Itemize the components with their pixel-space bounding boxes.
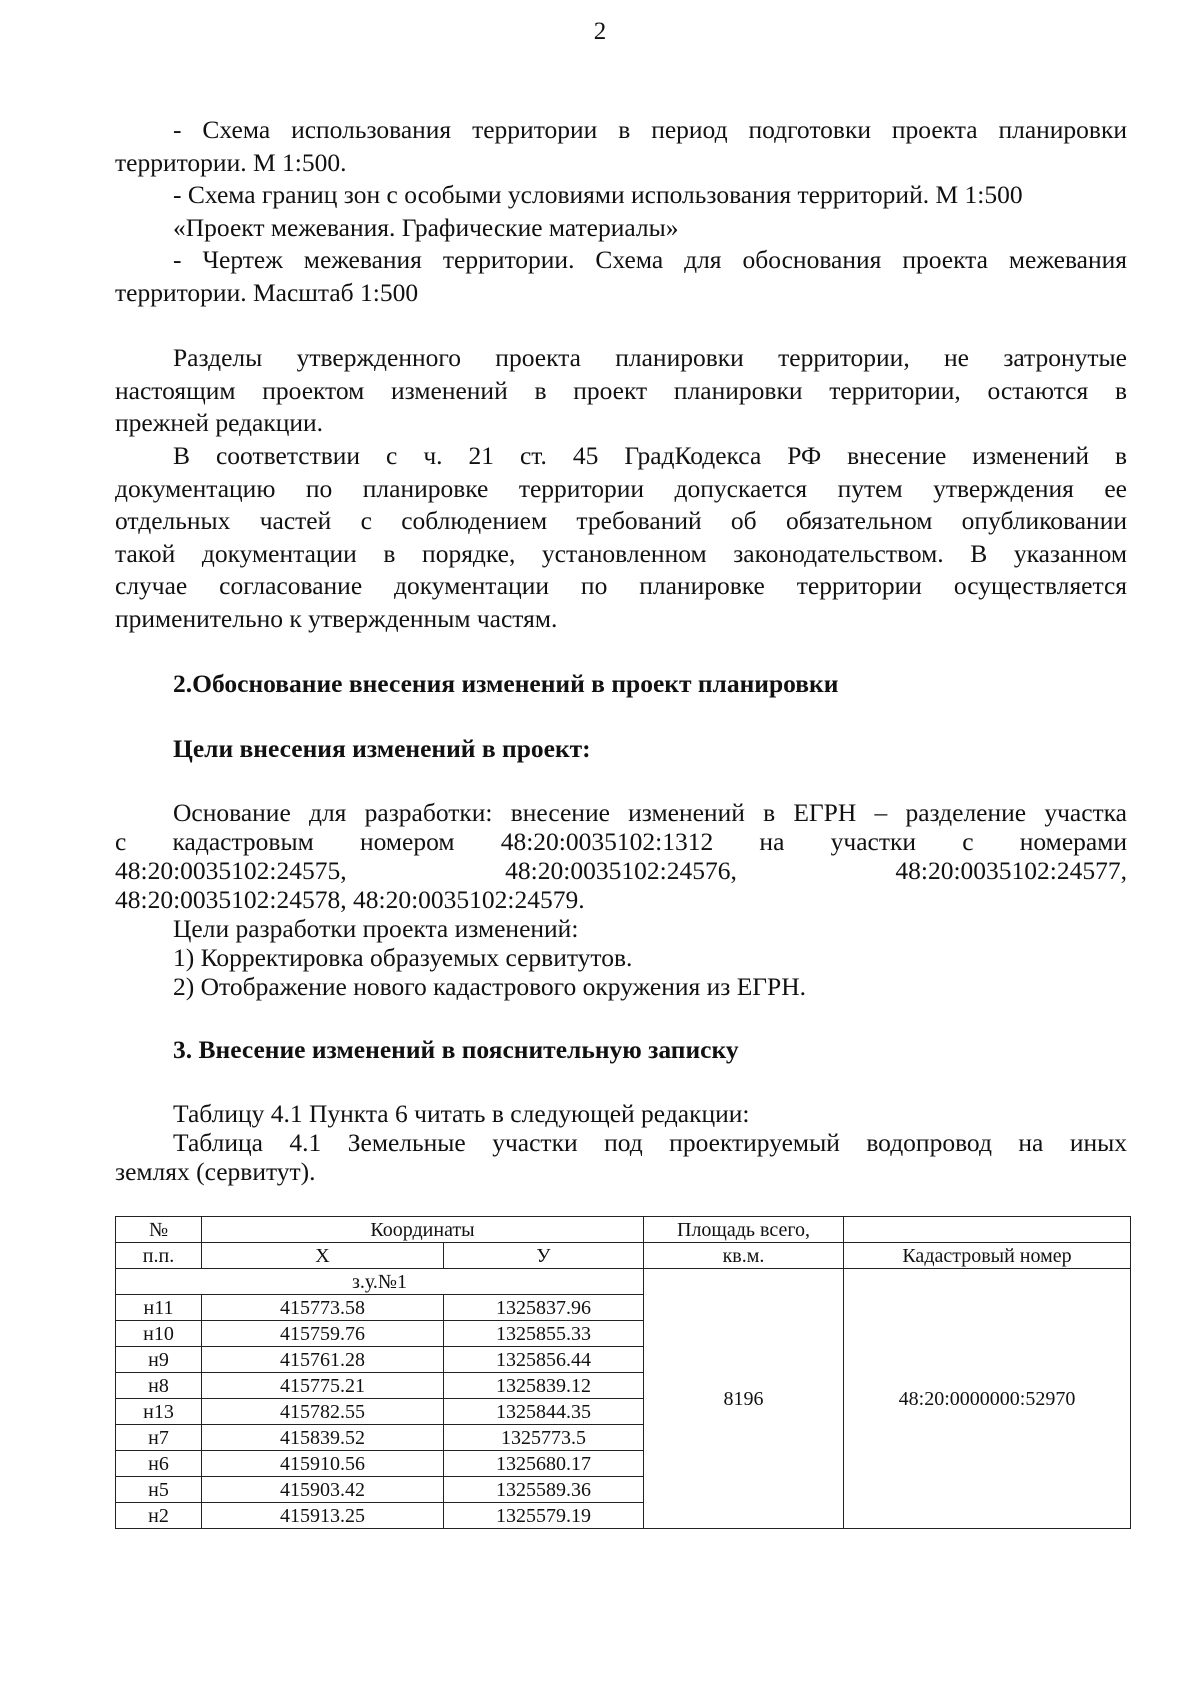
paragraph-2-line-2: документацию по планировке территории допускается путем утверждения ее	[115, 473, 1127, 503]
point-name-cell: н5	[116, 1477, 202, 1503]
point-name-cell: н10	[116, 1321, 202, 1347]
goal-1: 1) Корректировка образуемых сервитутов.	[173, 943, 633, 973]
graphics-item-1-line-1: - Схема использования территории в период подготовки проекта планировки	[173, 115, 1127, 144]
basis-line-4: 48:20:0035102:24578, 48:20:0035102:24579.	[115, 885, 585, 915]
point-name-cell: н13	[116, 1399, 202, 1425]
section-2-heading: 2.Обоснование внесения изменений в проект планировки	[173, 669, 839, 699]
basis-line-1: Основание для разработки: внесение изменений в ЕГРН – разделение участка	[173, 798, 1127, 828]
cadastral-number: 48:20:0000000:52970	[844, 1269, 1131, 1529]
coordinate-y-cell: 1325856.44	[444, 1347, 644, 1373]
table-caption-line-2: землях (сервитут).	[115, 1157, 316, 1187]
paragraph-2-line-6: применительно к утвержденным частям.	[115, 603, 558, 633]
coordinate-y-cell: 1325855.33	[444, 1321, 644, 1347]
paragraph-2-line-1: В соответствии с ч. 21 ст. 45 ГрадКодекса РФ внесение изменений в	[173, 440, 1127, 470]
point-name-cell: н7	[116, 1425, 202, 1451]
header-cadastral: Кадастровый номер	[844, 1243, 1131, 1269]
point-name-cell: н6	[116, 1451, 202, 1477]
page-number: 2	[593, 18, 607, 45]
basis-line-3: 48:20:0035102:24575, 48:20:0035102:24576, 48:20:0035102:24577,	[115, 856, 1127, 886]
table-intro: Таблицу 4.1 Пункта 6 читать в следующей редакции:	[173, 1099, 750, 1129]
section-3-heading: 3. Внесение изменений в пояснительную записку	[173, 1035, 739, 1065]
table-group-row	[116, 1269, 1131, 1295]
coordinate-y-cell: 1325589.36	[444, 1477, 644, 1503]
coordinate-x-cell: 415775.21	[202, 1373, 444, 1399]
spacer	[115, 1067, 1127, 1100]
spacer	[115, 636, 1127, 669]
table-header-row-1	[116, 1217, 1131, 1243]
graphics-item-3-line-2: территории. Масштаб 1:500	[115, 277, 419, 307]
coordinate-y-cell: 1325680.17	[444, 1451, 644, 1477]
point-name-cell: н9	[116, 1347, 202, 1373]
coordinate-x-cell: 415761.28	[202, 1347, 444, 1373]
table-header-row-2	[116, 1243, 1131, 1269]
coordinates-table	[115, 1216, 1131, 1529]
header-pp: п.п.	[116, 1243, 202, 1269]
header-y: У	[444, 1243, 644, 1269]
point-name-cell: н8	[116, 1373, 202, 1399]
header-coordinates: Координаты	[202, 1217, 644, 1243]
coordinate-y-cell: 1325579.19	[444, 1503, 644, 1529]
coordinate-x-cell: 415759.76	[202, 1321, 444, 1347]
paragraph-1-line-1: Разделы утвержденного проекта планировки территории, не затронутые	[173, 343, 1127, 373]
coordinate-x-cell: 415913.25	[202, 1503, 444, 1529]
goal-2: 2) Отображение нового кадастрового окружения из ЕГРН.	[173, 972, 806, 1002]
coordinate-x-cell: 415839.52	[202, 1425, 444, 1451]
goals-heading: Цели разработки проекта изменений:	[173, 914, 579, 944]
graphics-item-3-line-1: - Чертеж межевания территории. Схема для обоснования проекта межевания	[173, 245, 1127, 275]
spacer	[115, 766, 1127, 799]
paragraph-1-line-2: настоящим проектом изменений в проект планировки территории, остаются в	[115, 375, 1127, 405]
group-label: з.у.№1	[116, 1269, 644, 1295]
paragraph-1-line-3: прежней редакции.	[115, 408, 324, 438]
header-num: №	[116, 1217, 202, 1243]
mezhevanie-graphics-heading: «Проект межевания. Графические материалы»	[173, 212, 679, 242]
coordinate-x-cell: 415910.56	[202, 1451, 444, 1477]
paragraph-2-line-5: случае согласование документации по планировке территории осуществляется	[115, 571, 1127, 601]
header-area-unit: кв.м.	[644, 1243, 844, 1269]
coordinate-x-cell: 415773.58	[202, 1295, 444, 1321]
coordinate-y-cell: 1325844.35	[444, 1399, 644, 1425]
basis-line-2: с кадастровым номером 48:20:0035102:1312 на участки с номерами	[115, 827, 1127, 857]
table-caption-line-1: Таблица 4.1 Земельные участки под проектируемый водопровод на иных	[173, 1128, 1127, 1158]
spacer	[115, 701, 1127, 734]
point-name-cell: н11	[116, 1295, 202, 1321]
area-value: 8196	[644, 1269, 844, 1529]
header-area: Площадь всего,	[644, 1217, 844, 1243]
coordinate-x-cell: 415782.55	[202, 1399, 444, 1425]
paragraph-2-line-3: отдельных частей с соблюдением требований об обязательном опубликовании	[115, 506, 1127, 536]
spacer	[115, 310, 1127, 343]
coordinate-y-cell: 1325773.5	[444, 1425, 644, 1451]
graphics-item-2: - Схема границ зон с особыми условиями использования территорий. М 1:500	[173, 180, 1023, 210]
coordinate-x-cell: 415903.42	[202, 1477, 444, 1503]
paragraph-2-line-4: такой документации в порядке, установленном законодательством. В указанном	[115, 538, 1127, 568]
point-name-cell: н2	[116, 1503, 202, 1529]
header-x: X	[202, 1243, 444, 1269]
section-2-subheading: Цели внесения изменений в проект:	[173, 734, 591, 764]
spacer	[115, 1001, 1127, 1034]
header-cadastral-top	[844, 1217, 1131, 1243]
document-body	[115, 114, 1127, 1186]
graphics-item-1-line-2: территории. М 1:500.	[115, 147, 347, 177]
coordinate-y-cell: 1325837.96	[444, 1295, 644, 1321]
coordinate-y-cell: 1325839.12	[444, 1373, 644, 1399]
